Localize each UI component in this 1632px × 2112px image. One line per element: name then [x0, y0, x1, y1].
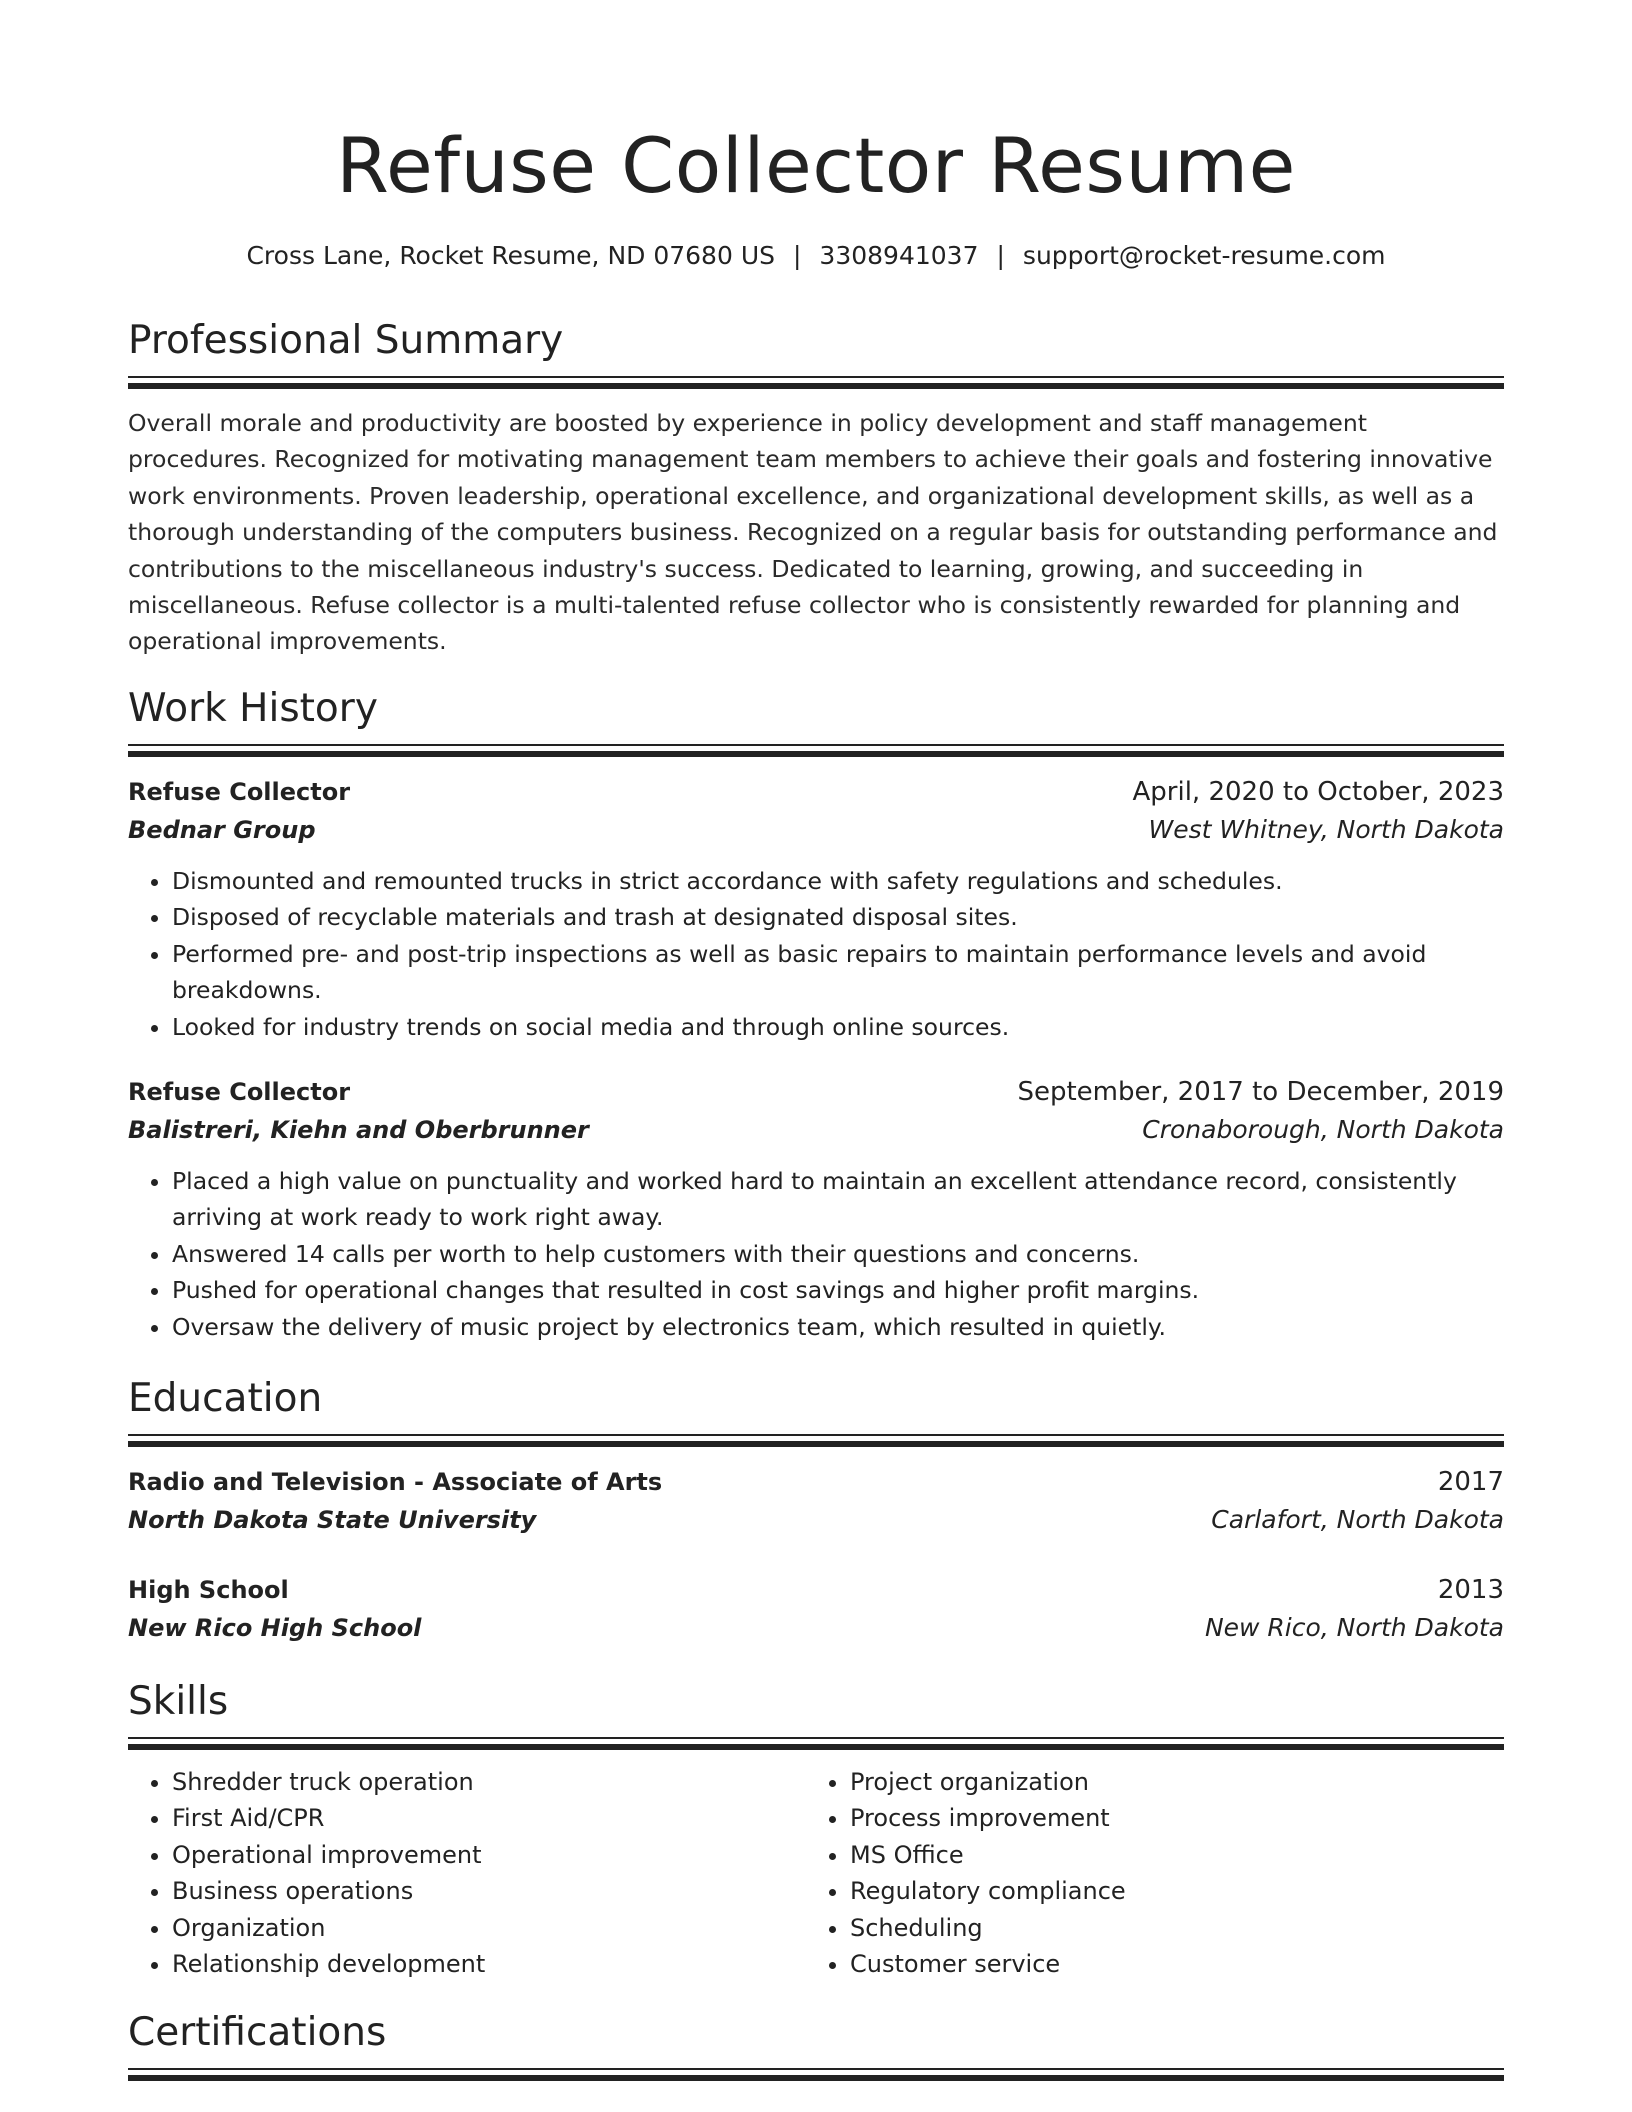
education-degree: Radio and Television - Associate of Arts [128, 1468, 663, 1496]
list-item: • Performed pre- and post-trip inspections as well as basic repairs to maintain performance levels and avoid breakdowns. [172, 936, 1504, 1009]
list-item: • First Aid/CPR [172, 1800, 806, 1836]
job-company: Balistreri, Kiehn and Oberbrunner [128, 1116, 589, 1145]
work-history-section [128, 682, 1504, 1345]
list-item: • Placed a high value on punctuality and worked hard to maintain an excellent attendance record, consistently arriving at work ready to work right away. [172, 1163, 1504, 1236]
job-dates: April, 2020 to October, 2023 [1132, 777, 1504, 807]
section-divider [128, 376, 1504, 389]
education-entry [128, 1571, 1504, 1647]
summary-heading: Professional Summary [128, 318, 564, 363]
skills-section [128, 1675, 1504, 1982]
job-title: Refuse Collector [128, 1078, 351, 1107]
job-location: Cronaborough, North Dakota [1142, 1115, 1504, 1145]
list-item: • Project organization [850, 1764, 1484, 1800]
certifications-heading: Certifications [128, 2010, 387, 2055]
section-divider [128, 744, 1504, 757]
resume-title: Refuse Collector Resume [336, 121, 1296, 210]
education-location: New Rico, North Dakota [1204, 1613, 1504, 1642]
education-location: Carlafort, North Dakota [1211, 1505, 1504, 1534]
list-item: • Organization [172, 1910, 806, 1946]
list-item: • Scheduling [850, 1910, 1484, 1946]
section-divider [128, 1434, 1504, 1447]
list-item: • Pushed for operational changes that resulted in cost savings and higher profit margins. [172, 1272, 1504, 1308]
skills-list-left [128, 1764, 806, 1982]
contact-separator: | [792, 241, 802, 270]
list-item: • Customer service [850, 1946, 1484, 1982]
education-year: 2017 [1437, 1467, 1504, 1497]
job-bullets [128, 1163, 1504, 1345]
job-entry [128, 773, 1504, 1045]
list-item: • Looked for industry trends on social media and through online sources. [172, 1009, 1504, 1045]
section-divider [128, 2068, 1504, 2081]
job-entry [128, 1073, 1504, 1345]
education-school: New Rico High School [128, 1614, 422, 1642]
list-item: • Regulatory compliance [850, 1873, 1484, 1909]
section-divider [128, 1737, 1504, 1750]
education-degree: High School [128, 1576, 289, 1604]
list-item: • Shredder truck operation [172, 1764, 806, 1800]
skills-heading: Skills [128, 1679, 229, 1724]
contact-email[interactable]: support@rocket-resume.com [1022, 241, 1386, 270]
summary-section [128, 314, 1504, 660]
education-year: 2013 [1437, 1575, 1504, 1605]
job-location: West Whitney, North Dakota [1148, 815, 1504, 844]
job-bullets [128, 863, 1504, 1045]
contact-address: Cross Lane, Rocket Resume, ND 07680 US [246, 241, 775, 270]
contact-phone: 3308941037 [819, 241, 979, 270]
job-dates: September, 2017 to December, 2019 [1017, 1077, 1504, 1108]
list-item: • MS Office [850, 1837, 1484, 1873]
list-item: • Oversaw the delivery of music project by electronics team, which resulted in quietly. [172, 1309, 1504, 1345]
education-section [128, 1372, 1504, 1647]
summary-text: Overall morale and productivity are boosted by experience in policy development and staff management procedures. Recognized for motivating management team members to achieve their goals and fostering innovative work environments. Proven leadership, operational excellence, and organizational development skills, as well as a thorough understanding of the computers business. Recognized on a regular basis for outstanding performance and contributions to the miscellaneous industry's success. Dedicated to learning, growing, and succeeding in miscellaneous. Refuse collector is a multi-talented refuse collector who is consistently rewarded for planning and operational improvements. [128, 409, 1498, 656]
education-entry [128, 1463, 1504, 1539]
education-heading: Education [128, 1376, 323, 1421]
list-item: • Business operations [172, 1873, 806, 1909]
certifications-section [128, 2006, 1504, 2081]
list-item: • Answered 14 calls per worth to help customers with their questions and concerns. [172, 1236, 1504, 1272]
skills-list-right [806, 1764, 1484, 1982]
list-item: • Disposed of recyclable materials and trash at designated disposal sites. [172, 899, 1504, 935]
education-school: North Dakota State University [128, 1506, 537, 1534]
contact-separator: | [996, 241, 1005, 270]
skills-columns [128, 1764, 1504, 1982]
job-company: Bednar Group [128, 816, 316, 844]
list-item: • Relationship development [172, 1946, 806, 1982]
job-title: Refuse Collector [128, 778, 351, 806]
contact-line [128, 238, 1504, 274]
list-item: • Dismounted and remounted trucks in strict accordance with safety regulations and schedules. [172, 863, 1504, 899]
list-item: • Process improvement [850, 1800, 1484, 1836]
work-history-heading: Work History [128, 686, 378, 731]
list-item: • Operational improvement [172, 1837, 806, 1873]
